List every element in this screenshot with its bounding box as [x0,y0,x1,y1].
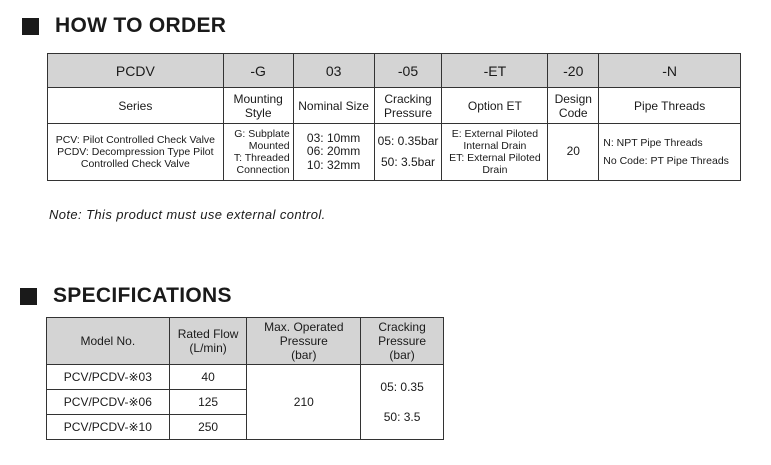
order-code-table [47,53,741,181]
model-cell: PCV/PCDV-※03 [47,365,170,390]
how-to-order-heading [22,14,226,38]
header-pipe: Pipe Threads [599,88,741,124]
code-cracking: -05 [374,54,442,88]
code-pipe: -N [599,54,741,88]
model-cell: PCV/PCDV-※06 [47,390,170,415]
size-options: 03: 10mm 06: 20mm 10: 32mm [293,124,374,181]
options-row [48,124,741,181]
mounting-options: G: Subplate Mounted T: Threaded Connection [223,124,293,181]
flow-cell: 40 [169,365,247,390]
header-cracking: Cracking Pressure [374,88,442,124]
header-flow: Rated Flow (L/min) [169,318,247,365]
pipe-options: N: NPT Pipe Threads No Code: PT Pipe Threads [599,124,741,181]
header-design: Design Code [548,88,599,124]
code-design: -20 [548,54,599,88]
heading-square-icon [20,288,37,305]
heading-square-icon [22,18,39,35]
design-options: 20 [548,124,599,181]
how-to-order-title: HOW TO ORDER [55,14,227,37]
table-row [47,365,444,390]
code-mounting: -G [223,54,293,88]
order-note: Note: This product must use external control. [49,207,326,222]
spec-header-row [47,318,444,365]
option-et-options: E: External Piloted Internal Drain ET: External Piloted Drain [442,124,548,181]
header-row [48,88,741,124]
specifications-title: SPECIFICATIONS [53,284,232,307]
header-pressure: Max. Operated Pressure (bar) [247,318,361,365]
header-mounting: Mounting Style [223,88,293,124]
header-series: Series [48,88,224,124]
code-option: -ET [442,54,548,88]
pressure-cell: 210 [247,365,361,440]
code-size: 03 [293,54,374,88]
flow-cell: 250 [169,415,247,440]
series-options: PCV: Pilot Controlled Check Valve PCDV: Decompression Type Pilot Controlled Check Valve [48,124,224,181]
header-cracking: Cracking Pressure (bar) [361,318,444,365]
cracking-cell: 05: 0.35 50: 3.5 [361,365,444,440]
cracking-options: 05: 0.35bar 50: 3.5bar [374,124,442,181]
specifications-table [46,317,444,440]
code-series: PCDV [48,54,224,88]
specifications-heading [20,284,232,308]
header-option: Option ET [442,88,548,124]
code-row [48,54,741,88]
flow-cell: 125 [169,390,247,415]
header-size: Nominal Size [293,88,374,124]
header-model: Model No. [47,318,170,365]
model-cell: PCV/PCDV-※10 [47,415,170,440]
